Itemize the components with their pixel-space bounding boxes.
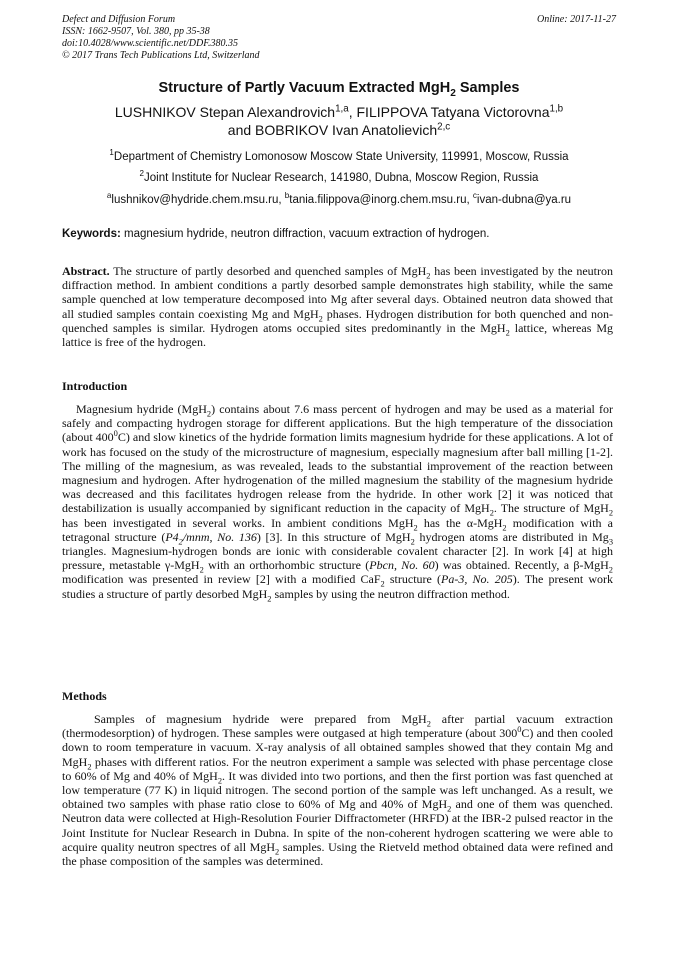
affiliation-2: $^2$Joint Institute for Nuclear Research, 141980, Dubna, Moscow Region, Russia [139,169,539,184]
online-date: Online: 2017-11-27 [537,14,616,25]
introduction-body: Magnesium hydride (MgH$_2$) contains about 7.6 mass percent of hydrogen and may be used as a material for safely and compacting hydrogen storage for different applications. But the high temperature of the dissociation (about $400^0C$) and slow kinetics of the hydride formation limits magnesium hydride for these applications. A lot of work has focused on the study of the microstructure of magnesium, especially magnesium after ball milling [1-2]. The milling of the magnesium, as was revealed, leads to the substantial improvement of the reaction between magnesium and hydrogen. After hydrogenation of the milled magnesium the stability of the magnesium hydride was decreased and this facilitates hydrogen release from the hydride. In other work [2] it was noticed that destabilization is usually accompanied by significant reduction in the capacity of MgH$_2$. The structure of MgH$_2$ has been investigated in several works. In ambient conditions MgH$_2$ has the α-MgH$_2$ modification with a tetragonal structure ($P4_2$/mnm, No. 136) [3]. In this structure of MgH$_2$ hydrogen atoms are distributed in $Mg_3$ triangles. Magnesium-hydrogen bonds are ionic with considerable covalent character [2]. In work [4] at high pressure, metastable γ-MgH$_2$ with an orthorhombic structure (Pbcn, No. 60) was obtained. Recently, a β-MgH$_2$ modification was presented in review [2] with a modified CaF$_2$ structure (Pa-3, No. 205). The present work studies a structure of partly desorbed MgH$_2$ samples by using the neutron diffraction method. [62,402,614,604]
methods-heading: Methods [62,689,107,703]
author-2: , FILIPPOVA Tatyana Victorovna [348,104,550,120]
doi-line: doi:10.4028/www.scientific.net/DDF.380.35 [62,38,239,49]
issn-line: ISSN: 1662-9507, Vol. 380, pp 35-38 [62,26,210,37]
email-a: lushnikov@hydride.chem.msu.ru, [111,194,285,206]
paper-title: Structure of Partly Vacuum Extracted MgH$_2$ Samples [158,80,520,99]
abstract-label: Abstract. [62,264,110,278]
affiliation-1: $^1$Department of Chemistry Lomonosow Moscow State University, 119991, Moscow, Russia [109,148,569,163]
author-3: and BOBRIKOV Ivan Anatolievich [227,122,438,138]
abstract: Abstract. The structure of partly desorbed and quenched samples of MgH$_2$ has been investigated by the neutron diffraction method. In ambient conditions a partly desorbed sample demonstrates high stability, while the same sample quenched at low temperature decomposed into Mg after several days. Obtained neutron data showed that all studied samples contain coexisting Mg and MgH$_2$ phases. Hydrogen distribution for both quenched and non-quenched samples is similar. Hydrogen atoms occupied sites predominantly in the MgH$_2$ lattice, whereas Mg lattice is free of the hydrogen. [62,264,614,350]
keywords-label: Keywords: [62,228,121,240]
keywords: Keywords: magnesium hydride, neutron diffraction, vacuum extraction of hydrogen. [62,228,490,240]
journal-header [62,14,260,62]
email-line: $^a$lushnikov@hydride.chem.msu.ru, $^b$tania.filippova@inorg.chem.msu.ru, $^c$ivan-dubna@ya.ru [106,191,572,206]
methods-body: Samples of magnesium hydride were prepared from MgH$_2$ after partial vacuum extraction (thermodesorption) of hydrogen. These samples were outgased at high temperature (about $300^0C$) and then cooled down to room temperature in vacuum. X-ray analysis of all obtained samples showed that they contain Mg and MgH$_2$ phases with different ratios. For the neutron experiment a sample was selected with phase percentage close to 60% of Mg and 40% of MgH$_2$. It was divided into two portions, and then the first portion was fast quenched at low temperature (77 K) in liquid nitrogen. The second portion of the sample was left unchanged. As a result, we obtained two samples with phase ratio close to 60% of Mg and 40% of MgH$_2$ and one of them was quenched. Neutron data were collected at High-Resolution Fourier Diffractometer (HRFD) at the IBR-2 pulsed reactor in the Joint Institute for Nuclear Research in Dubna. In spite of the non-coherent hydrogen scattering we were able to acquire quality neutron spectres of all MgH$_2$ samples. Using the Rietveld method obtained data were refined and the phase composition of the samples was determined. [62,712,613,869]
email-b: tania.filippova@inorg.chem.msu.ru, [289,194,473,206]
author-list: LUSHNIKOV Stepan Alexandrovich$^{1,a}$, FILIPPOVA Tatyana Victorovna$^{1,b}$ and BOBRIKOV Ivan Anatolievich$^{2,c}$ [114,103,564,138]
journal-name: Defect and Diffusion Forum [62,14,176,25]
email-c: ivan-dubna@ya.ru [476,194,572,206]
copyright-line: © 2017 Trans Tech Publications Ltd, Switzerland [62,50,260,61]
introduction-heading: Introduction [62,379,128,393]
author-1: LUSHNIKOV Stepan Alexandrovich [114,104,336,120]
